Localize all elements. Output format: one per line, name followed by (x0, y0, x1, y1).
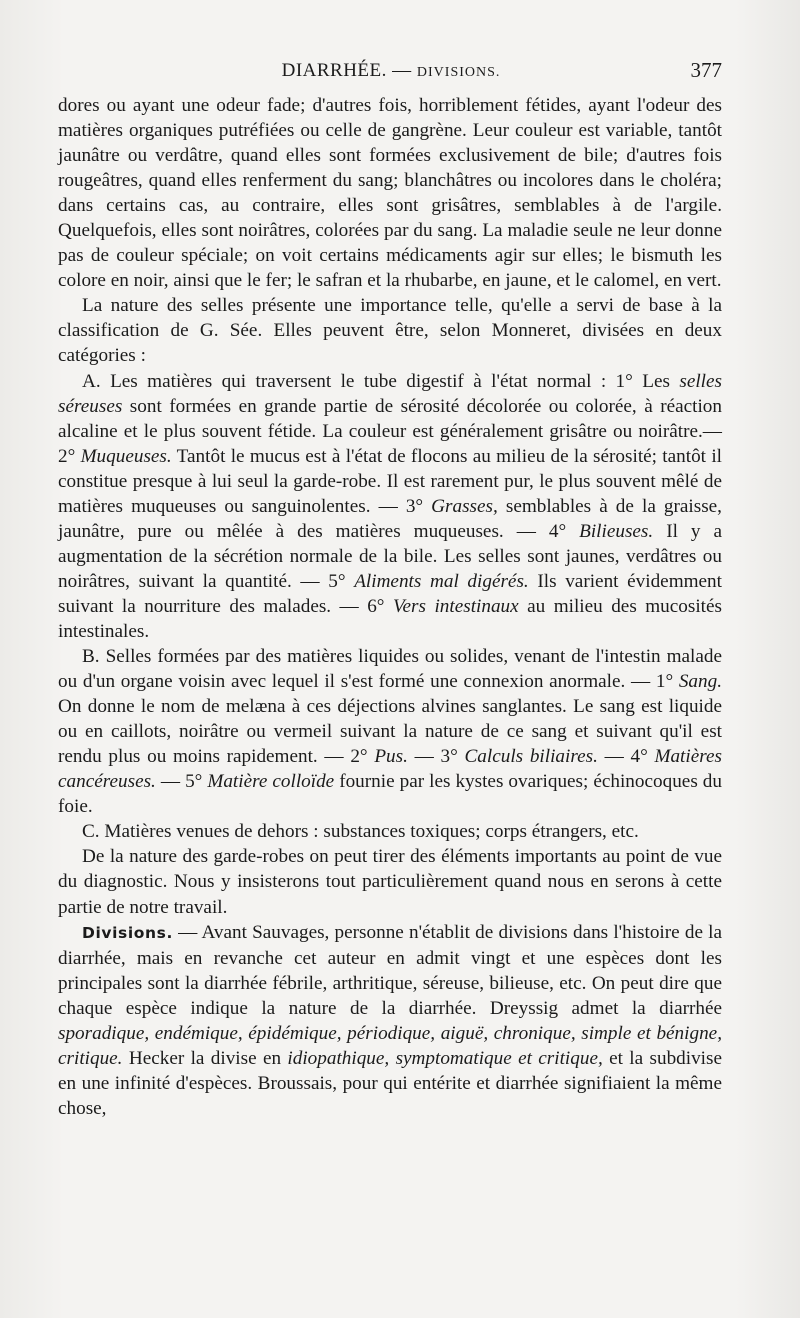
italic-term: sporadique, endémique, épidémique, périodique, aiguë, chronique, simple et bénigne, critique. (58, 1022, 722, 1069)
text-run: — 5° (155, 771, 208, 793)
section-heading-divisions: Divisions. (82, 923, 173, 942)
text-run: On donne le nom de melæna à ces déjections alvines sanglantes. Le sang est liquide ou en caillots, noirâtre ou vermeil suivant la nature de ce sang et suivant qu'il est rendu plus ou moins rapidement. — 2° (58, 696, 722, 768)
italic-term: Bilieuses. (579, 520, 654, 542)
paragraph-divisions (58, 920, 722, 1121)
text-run: semblables à de la graisse, jaunâtre, pure ou mêlée à des matières muqueuses. — 4° (58, 495, 722, 542)
text-run: — Avant Sauvages, personne n'établit de divisions dans l'histoire de la diarrhée, mais en revanche cet auteur en admit vingt et une espèces dont les principales sont la diarrhée fébrile, arthritique, séreuse, bilieuse, etc. On peut dire que chaque espèce indique la nature de la diarrhée. Dreyssig admet la diarrhée (58, 921, 722, 1019)
italic-term: Muqueuses. (80, 445, 172, 467)
italic-term: Matières cancéreuses. (58, 746, 722, 793)
italic-term: selles séreuses (58, 370, 722, 417)
text-run: B. Selles formées par des matières liquides ou solides, venant de l'intestin malade ou d'un organe voisin avec lequel il s'est formé une connexion anormale. — 1° (58, 646, 722, 693)
text-run: — 3° (407, 746, 465, 768)
text-run: Il y a augmentation de la sécrétion normale de la bile. Les selles sont jaunes, verdâtres ou noirâtres, suivant la quantité. — 5° (58, 520, 722, 592)
text-run: au milieu des mucosités intestinales. (58, 595, 722, 642)
page-header (60, 56, 722, 86)
italic-term: idiopathique, symptomatique et critique, (287, 1047, 603, 1069)
paragraph-category-a (58, 369, 722, 645)
text-run: Hecker la divise en (122, 1047, 288, 1069)
paragraph-category-b (58, 644, 722, 819)
text-run: fournie par les kystes ovariques; échinocoques du foie. (58, 771, 722, 818)
italic-term: Grasses, (431, 495, 498, 517)
italic-term: Aliments mal digérés. (354, 570, 529, 592)
paragraph-stool-odor-color: dores ou ayant une odeur fade; d'autres fois, horriblement fétides, ayant l'odeur des matières organiques putréfiées ou celle de gangrène. Leur couleur est variable, tantôt jaunâtre ou verdâtre, quand elles sont formées exclusivement de bile; d'autres fois rougeâtres, quand elles renferment du sang; blanchâtres ou incolores dans le choléra; dans certains cas, au contraire, elles sont grisâtres, semblables à de l'argile. Quelquefois, elles sont noirâtres, colorées par du sang. La maladie seule ne leur donne pas de couleur spéciale; on voit certains médicaments agir sur elles; le bismuth les colore en noir, ainsi que le fer; le safran et la rhubarbe, en jaune, et le calomel, en vert. (58, 95, 722, 292)
text-run: A. Les matières qui traversent le tube digestif à l'état normal : 1° Les (82, 370, 680, 392)
text-run: Ils varient évidemment suivant la nourriture des malades. — 6° (58, 570, 722, 617)
italic-term: Pus. (374, 746, 408, 768)
paragraph-category-c: C. Matières venues de dehors : substances toxiques; corps étrangers, etc. (82, 821, 639, 843)
body-text (58, 93, 722, 1121)
italic-term: Calculs biliaires. (464, 746, 598, 768)
text-run: et la subdivise en une infinité d'espèces. Broussais, pour qui entérite et diarrhée signifiaient la même chose, (58, 1047, 722, 1119)
paragraph-diagnostic: De la nature des garde-robes on peut tirer des éléments importants au point de vue du diagnostic. Nous y insisterons tout particulièrement quand nous en serons à cette partie de notre travail. (58, 846, 722, 918)
italic-term: Sang. (678, 671, 722, 693)
text-run: — 4° (597, 746, 655, 768)
running-head-section: DIVISIONS. (416, 65, 501, 80)
page-number: 377 (690, 58, 722, 82)
italic-term: Matière colloïde (207, 771, 335, 793)
running-head (60, 60, 722, 82)
text-run: Tantôt le mucus est à l'état de flocons au milieu de la sérosité; tantôt il constitue presque à lui seul la garde-robe. Il est rarement pur, le plus souvent mêlé de matières muqueuses ou sanguinolentes. — 3° (58, 445, 722, 517)
italic-term: Vers intestinaux (392, 595, 519, 617)
running-head-title: DIARRHÉE. — (281, 60, 412, 81)
paragraph-classification: La nature des selles présente une importance telle, qu'elle a servi de base à la classification de G. Sée. Elles peuvent être, selon Monneret, divisées en deux catégories : (58, 295, 722, 367)
text-run: sont formées en grande partie de sérosité décolorée ou colorée, à réaction alcaline et le plus souvent fétide. La couleur est généralement grisâtre ou noirâtre.—2° (58, 395, 722, 467)
